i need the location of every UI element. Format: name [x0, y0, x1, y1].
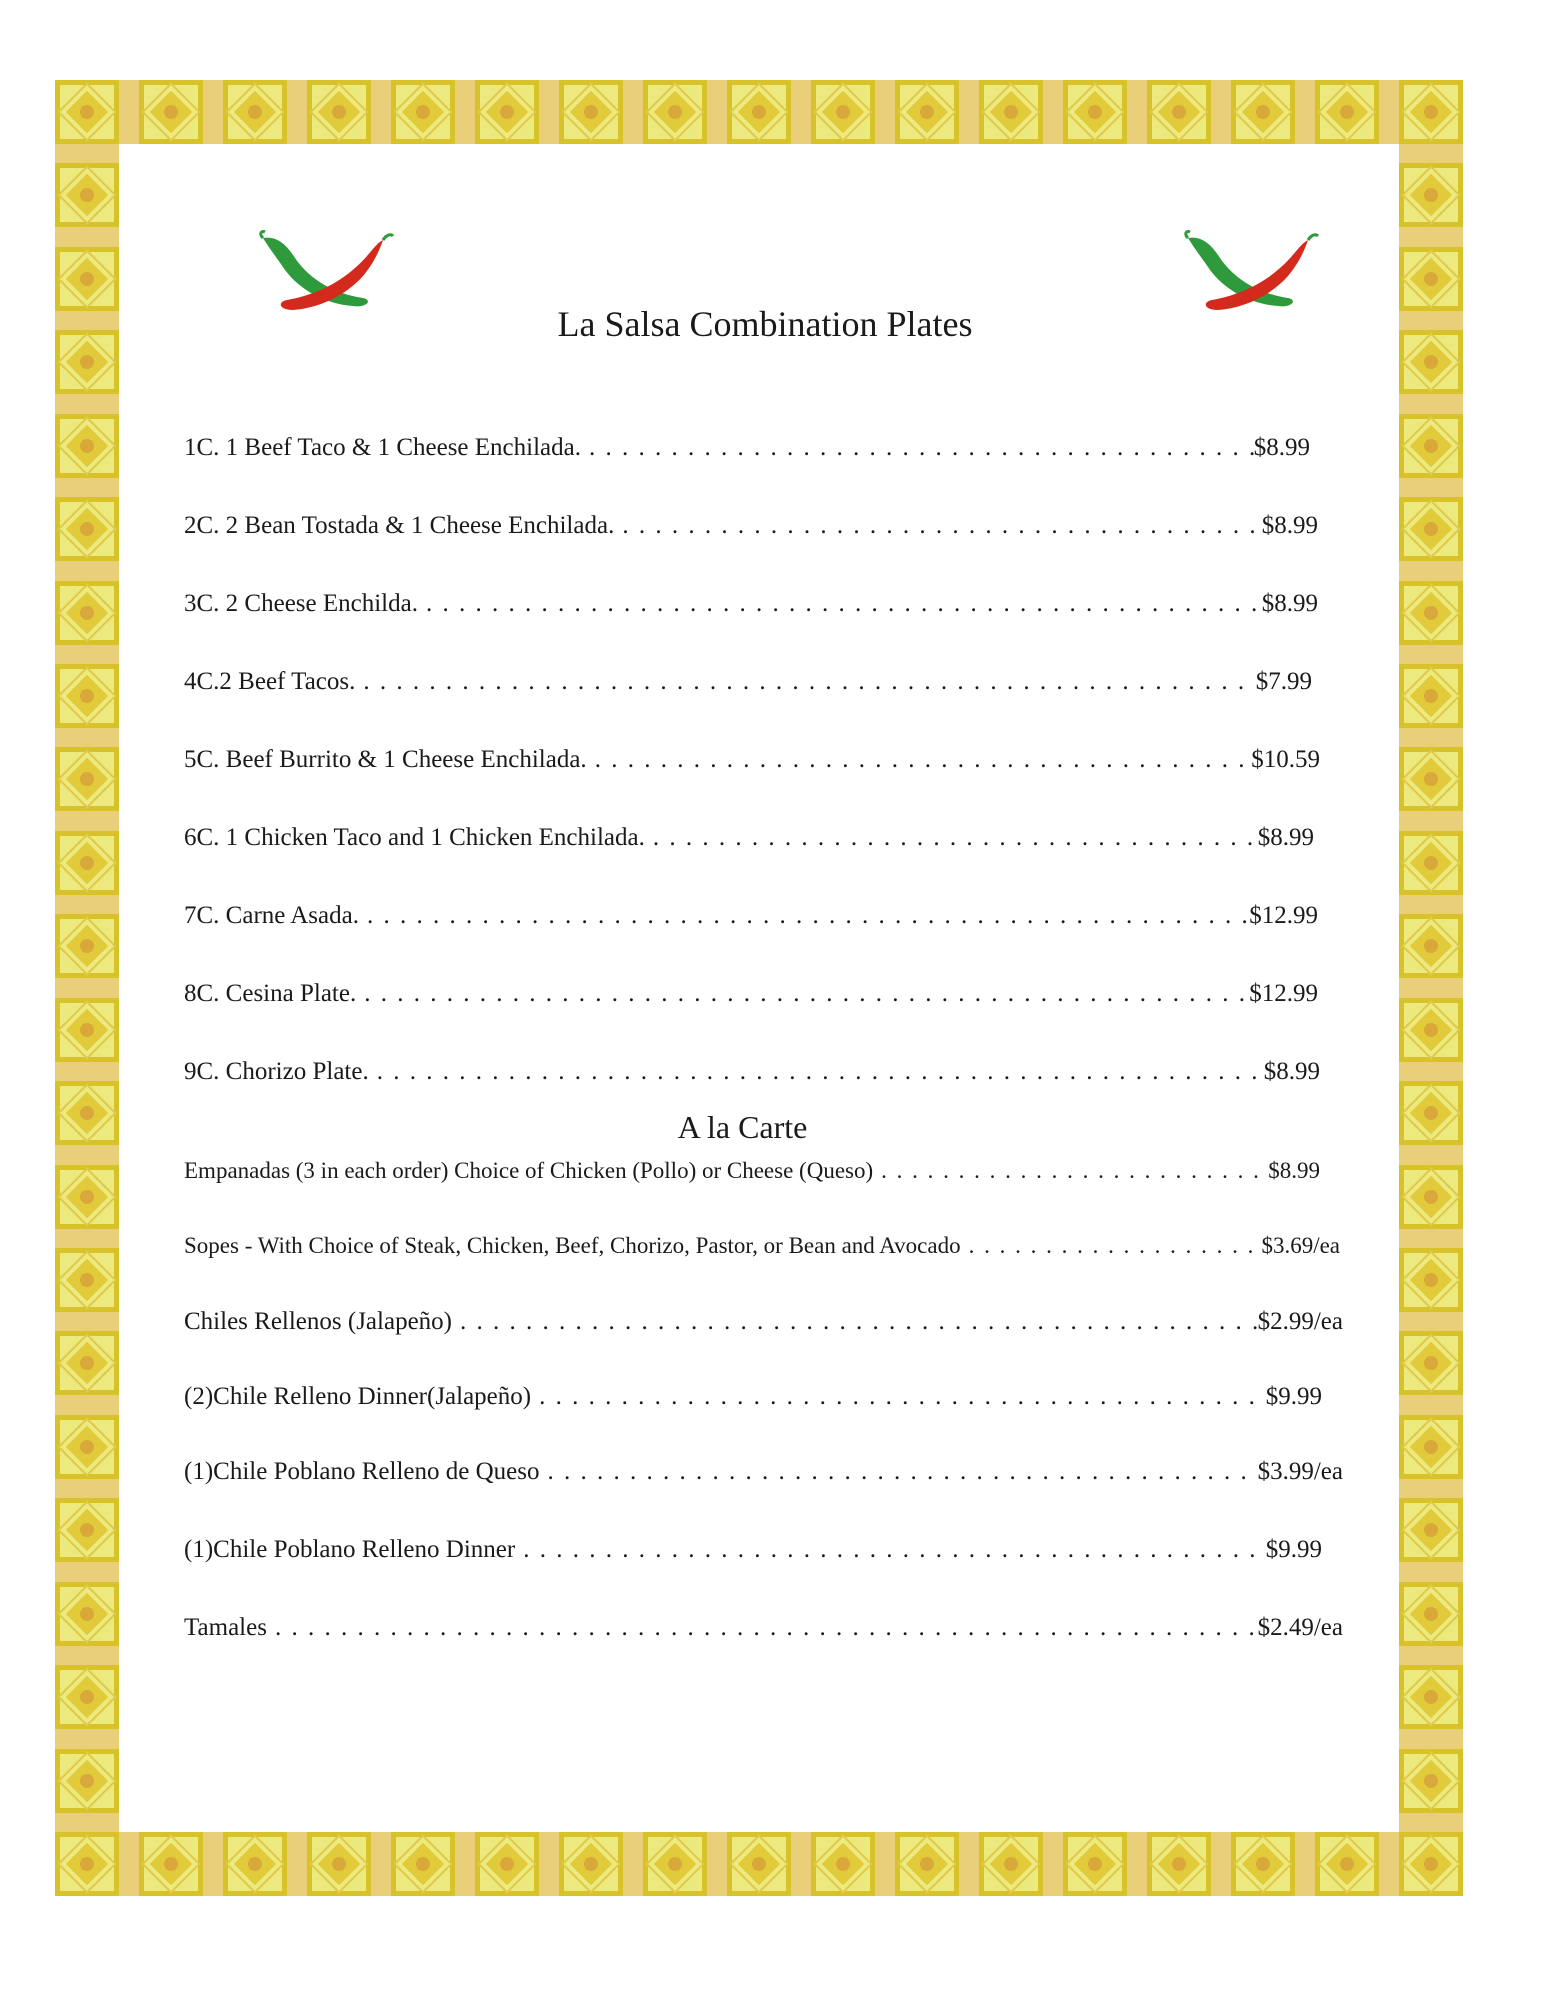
border-tile	[1399, 247, 1463, 311]
dot-leader	[581, 434, 1254, 462]
border-tile	[55, 831, 119, 895]
border-tile	[1063, 80, 1127, 144]
dot-leader	[418, 590, 1262, 618]
border-tile	[1399, 1749, 1463, 1813]
menu-item-row	[184, 1614, 1343, 1648]
dot-leader	[873, 1158, 1268, 1184]
border-tile	[1063, 1832, 1127, 1896]
border-tile	[55, 1832, 119, 1896]
border-tile	[55, 80, 119, 144]
border-tile	[55, 414, 119, 478]
dot-leader	[531, 1383, 1266, 1411]
border-tile	[979, 80, 1043, 144]
menu-item-name: Sopes - With Choice of Steak, Chicken, Beef, Chorizo, Pastor, or Bean and Avocado	[184, 1233, 961, 1258]
border-tile	[1399, 1248, 1463, 1312]
menu-item-row	[184, 824, 1314, 858]
border-tile	[811, 1832, 875, 1896]
border-tile	[1399, 831, 1463, 895]
border-tile	[1399, 747, 1463, 811]
border-tile	[1315, 80, 1379, 144]
border-tile	[55, 914, 119, 978]
border-tile	[895, 80, 959, 144]
border-tile	[811, 80, 875, 144]
dot-leader	[961, 1233, 1262, 1259]
border-tile	[55, 1498, 119, 1562]
menu-item-name: 8C. Cesina Plate.	[184, 980, 357, 1007]
border-tile	[475, 80, 539, 144]
border-tile	[643, 80, 707, 144]
menu-item-name: Chiles Rellenos (Jalapeño)	[184, 1308, 452, 1335]
menu-item-name: 4C.2 Beef Tacos.	[184, 668, 356, 695]
border-tile	[55, 581, 119, 645]
border-tile	[139, 80, 203, 144]
menu-item-price: $8.99	[1261, 512, 1318, 539]
menu-item-name: 3C. 2 Cheese Enchilda.	[184, 590, 418, 617]
border-tile	[55, 497, 119, 561]
dot-leader	[359, 902, 1249, 930]
border-tile	[475, 1832, 539, 1896]
menu-item-row	[184, 746, 1320, 780]
menu-item-row	[184, 512, 1318, 546]
border-tile	[1399, 1498, 1463, 1562]
menu-item-row	[184, 1383, 1322, 1417]
menu-item-price: $9.99	[1265, 1383, 1322, 1410]
border-tile	[307, 80, 371, 144]
border-tile	[727, 80, 791, 144]
menu-item-name: 6C. 1 Chicken Taco and 1 Chicken Enchilada.	[184, 824, 645, 851]
menu-item-price: $12.99	[1249, 902, 1318, 929]
dot-leader	[355, 668, 1255, 696]
border-tile	[223, 1832, 287, 1896]
menu-item-row	[184, 902, 1318, 936]
border-tile	[559, 1832, 623, 1896]
menu-item-price: $9.99	[1265, 1536, 1322, 1563]
dot-leader	[267, 1614, 1258, 1642]
menu-item-price: $2.99/ea	[1257, 1308, 1343, 1335]
border-tile	[1315, 1832, 1379, 1896]
menu-item-row	[184, 590, 1318, 624]
border-tile	[55, 247, 119, 311]
border-tile	[1399, 1415, 1463, 1479]
dot-leader	[369, 1058, 1264, 1086]
menu-title: La Salsa Combination Plates	[557, 304, 973, 344]
dot-leader	[587, 746, 1252, 774]
menu-item-row	[184, 668, 1312, 702]
border-tile	[391, 80, 455, 144]
border-tile	[1399, 1665, 1463, 1729]
border-tile	[1399, 914, 1463, 978]
border-tile	[55, 1165, 119, 1229]
border-tile	[643, 1832, 707, 1896]
menu-item-name: Tamales	[184, 1614, 267, 1641]
border-tile	[307, 1832, 371, 1896]
border-tile	[1399, 163, 1463, 227]
border-tile	[55, 1331, 119, 1395]
menu-item-name: (2)Chile Relleno Dinner(Jalapeño)	[184, 1383, 532, 1410]
border-tile	[55, 747, 119, 811]
border-tile	[55, 1582, 119, 1646]
menu-item-price: $7.99	[1255, 668, 1312, 695]
menu-item-row	[184, 1158, 1320, 1192]
border-tile	[1399, 414, 1463, 478]
border-tile	[55, 1665, 119, 1729]
menu-item-name: 9C. Chorizo Plate.	[184, 1058, 369, 1085]
menu-item-price: $3.99/ea	[1257, 1458, 1343, 1485]
border-tile	[1231, 1832, 1295, 1896]
border-tile	[139, 1832, 203, 1896]
menu-item-price: $3.69/ea	[1261, 1233, 1340, 1258]
border-tile	[559, 80, 623, 144]
border-tile	[55, 998, 119, 1062]
border-tile	[55, 664, 119, 728]
border-tile	[55, 163, 119, 227]
border-tile	[1399, 581, 1463, 645]
menu-item-price: $8.99	[1253, 434, 1310, 461]
menu-item-name: (1)Chile Poblano Relleno de Queso	[184, 1458, 540, 1485]
border-tile	[1231, 80, 1295, 144]
menu-item-name: 7C. Carne Asada.	[184, 902, 359, 929]
border-tile	[1399, 497, 1463, 561]
menu-item-row	[184, 1536, 1322, 1570]
border-tile	[55, 1415, 119, 1479]
menu-item-row	[184, 1308, 1343, 1342]
menu-item-name: 5C. Beef Burrito & 1 Cheese Enchilada.	[184, 746, 587, 773]
menu-item-price: $2.49/ea	[1257, 1614, 1343, 1641]
menu-item-name: 1C. 1 Beef Taco & 1 Cheese Enchilada.	[184, 434, 581, 461]
menu-item-row	[184, 434, 1310, 468]
menu-item-name: 2C. 2 Bean Tostada & 1 Cheese Enchilada.	[184, 512, 615, 539]
dot-leader	[540, 1458, 1258, 1486]
menu-item-price: $12.99	[1249, 980, 1318, 1007]
menu-item-row	[184, 1458, 1343, 1492]
border-tile	[1399, 998, 1463, 1062]
menu-item-price: $8.99	[1263, 1058, 1320, 1085]
menu-item-price: $8.99	[1268, 1158, 1320, 1183]
dot-leader	[614, 512, 1261, 540]
menu-item-row	[184, 980, 1318, 1014]
menu-item-price: $8.99	[1261, 590, 1318, 617]
border-tile	[391, 1832, 455, 1896]
border-tile	[895, 1832, 959, 1896]
border-tile	[1399, 1832, 1463, 1896]
border-tile	[1147, 1832, 1211, 1896]
a-la-carte-heading: A la Carte	[677, 1109, 808, 1145]
dot-leader	[356, 980, 1249, 1008]
dot-leader	[452, 1308, 1258, 1336]
border-tile	[979, 1832, 1043, 1896]
border-tile	[55, 1749, 119, 1813]
border-tile	[1399, 664, 1463, 728]
border-tile	[727, 1832, 791, 1896]
dot-leader	[515, 1536, 1266, 1564]
menu-item-row	[184, 1058, 1320, 1092]
border-tile	[55, 1248, 119, 1312]
menu-item-name: (1)Chile Poblano Relleno Dinner	[184, 1536, 516, 1563]
border-tile	[1399, 80, 1463, 144]
border-tile	[1399, 1331, 1463, 1395]
border-tile	[1399, 1582, 1463, 1646]
menu-item-name: Empanadas (3 in each order) Choice of Chicken (Pollo) or Cheese (Queso)	[184, 1158, 874, 1183]
border-tile	[1399, 1165, 1463, 1229]
menu-item-price: $8.99	[1257, 824, 1314, 851]
menu-item-price: $10.59	[1251, 746, 1320, 773]
menu-item-row	[184, 1233, 1340, 1267]
border-tile	[1147, 80, 1211, 144]
border-tile	[223, 80, 287, 144]
dot-leader	[645, 824, 1258, 852]
